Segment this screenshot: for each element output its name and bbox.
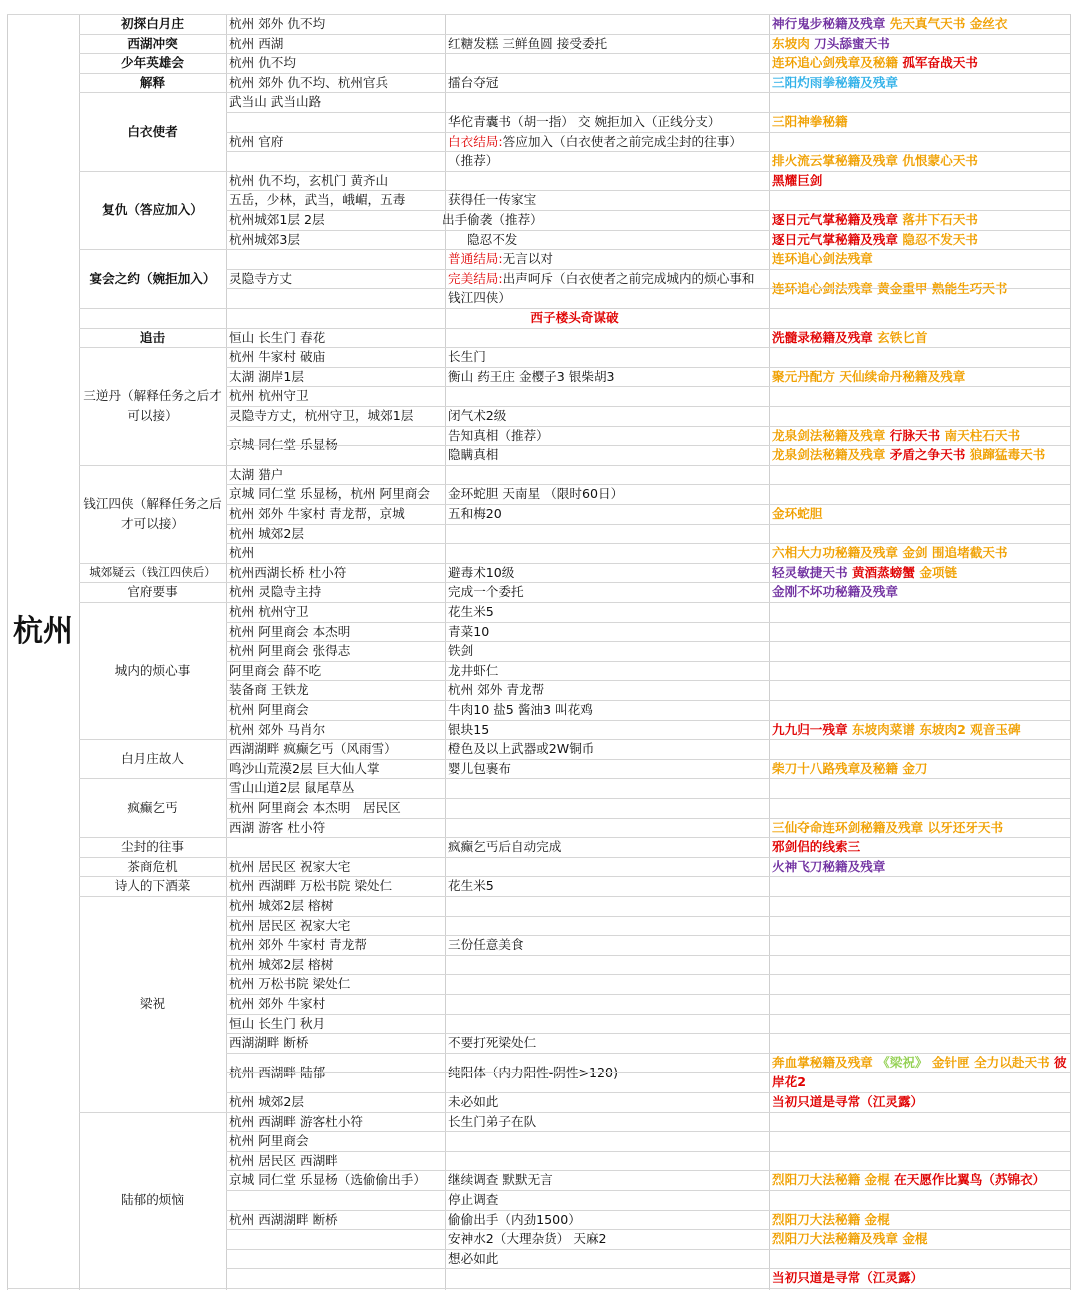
grid-line: [226, 367, 1070, 368]
grid-line: [226, 1190, 1070, 1191]
location-cell: 恒山 长生门 秋月: [229, 1015, 326, 1031]
grid-line: [226, 269, 1070, 270]
condition-cell: 铁剑: [448, 643, 474, 659]
ending-label: 普通结局:: [448, 251, 503, 267]
location-cell: 鸣沙山荒漠2层 巨大仙人掌: [229, 760, 380, 776]
grid-line: [79, 14, 80, 1290]
quest-table: [7, 14, 1071, 1290]
location-cell: 杭州 万松书院 梁处仁: [229, 976, 351, 992]
location-cell: 杭州 郊外 牛家村: [229, 996, 326, 1011]
reward-cell: [772, 249, 1067, 269]
reward-item: 金刚不坏功秘籍及残章: [772, 584, 898, 600]
reward-item: 奔血掌秘籍及残章: [772, 1054, 878, 1070]
reward-cell: [772, 1268, 1067, 1288]
task-name: 官府要事: [127, 584, 178, 600]
reward-cell: [772, 818, 1067, 838]
grid-line: [226, 210, 1070, 211]
condition-cell: 隐瞒真相: [448, 447, 499, 463]
reward-item: 仇恨蒙心天书: [902, 153, 978, 169]
reward-item: 金环蛇胆: [772, 506, 823, 521]
section-banner: 西子楼头奇谋破: [530, 310, 619, 325]
reward-item: 东坡肉菜谱: [851, 721, 920, 737]
grid-line: [226, 386, 1070, 387]
grid-line: [226, 1151, 1070, 1152]
location-cell: 杭州 西湖湖畔 断桥: [229, 1211, 338, 1227]
condition-cell: 停止调查: [448, 1192, 499, 1207]
reward-cell: [772, 210, 1067, 230]
task-name: 白衣使者: [127, 123, 178, 139]
task-name: 茶商危机: [127, 858, 178, 874]
reward-item: 烈阳刀大法秘籍及残章: [772, 1231, 903, 1247]
grid-line: [226, 1092, 1070, 1093]
reward-item: 龙泉剑法秘籍及残章: [772, 447, 890, 463]
reward-item: 邪剑侣的线索三: [772, 839, 861, 855]
location-cell: 杭州城郊3层: [229, 231, 300, 247]
ending-text: 答应加入（白衣使者之前完成尘封的往事） （推荐）: [448, 133, 742, 169]
reward-item: 玄铁匕首: [877, 329, 928, 345]
reward-item: 金项链: [919, 564, 958, 580]
reward-item: 烈阳刀大法秘籍: [772, 1172, 865, 1188]
reward-item: 金丝衣: [969, 16, 1008, 31]
reward-cell: [772, 837, 1067, 857]
grid-line: [226, 1072, 1070, 1073]
location-cell: 杭州 仇不均，玄机门 黄齐山: [229, 172, 389, 188]
ending-text: 出声呵斥（白衣使者之前完成城内的烦心事和钱江四侠）: [448, 270, 755, 306]
condition-cell: 完成一个委托: [448, 584, 524, 600]
reward-item: 先天真气天书: [889, 16, 970, 31]
location-cell: 杭州 灵隐寺主持: [229, 584, 322, 600]
reward-item: 以牙还牙天书: [927, 819, 1004, 835]
reward-item: 全力以赴天书: [974, 1054, 1055, 1070]
condition-cell: 隐忍不发: [467, 231, 518, 247]
grid-line: [226, 53, 1070, 54]
condition-cell: 未必如此: [448, 1094, 499, 1109]
reward-cell: [772, 112, 1067, 132]
location-cell: 杭州西湖长桥 杜小符: [229, 564, 347, 580]
location-cell: 五岳，少林，武当，峨嵋，五毒: [229, 192, 406, 208]
condition-cell: 获得任一传家宝: [448, 192, 537, 208]
reward-cell: [772, 1170, 1067, 1190]
grid-line: [226, 661, 1070, 662]
location-cell: 西湖湖畔 断桥: [229, 1035, 309, 1051]
condition-cell: [448, 249, 766, 269]
location-cell: 杭州 杭州守卫: [229, 388, 309, 404]
grid-line: [226, 484, 1070, 485]
reward-item: 金剑: [902, 545, 932, 561]
reward-item: 观音玉碑: [970, 721, 1021, 737]
location-cell: 阿里商会 薛不吃: [229, 662, 322, 678]
location-cell: 京城 同仁堂 乐显杨（选偷偷出手）: [229, 1172, 426, 1188]
task-name: 追击: [139, 329, 166, 345]
reward-item: 逐日元气掌秘籍及残章: [772, 231, 903, 247]
reward-item: 天仙续命丹秘籍及残章: [839, 368, 966, 384]
task-name: 三逆丹（解释任务之后才可以接）: [83, 388, 222, 423]
condition-cell: 橙色及以上武器或2W铜币: [448, 741, 595, 757]
location-cell: 杭州 居民区 祝家大宅: [229, 858, 351, 874]
reward-cell: [772, 14, 1067, 34]
condition-cell: 华佗青囊书（胡一指） 交 婉拒加入（正线分支）: [448, 114, 721, 129]
grid-line: [226, 602, 1070, 603]
grid-line: [226, 759, 1070, 760]
task-name: 陆郁的烦恼: [121, 1191, 184, 1207]
reward-cell: [772, 230, 1067, 250]
grid-line: [226, 680, 1070, 681]
location-cell: 杭州 居民区 西湖畔: [229, 1152, 338, 1168]
location-cell: 杭州 居民区 祝家大宅: [229, 917, 351, 933]
reward-cell: [772, 53, 1067, 73]
reward-item: 孤军奋战天书: [902, 55, 978, 71]
condition-cell: 长生门: [448, 349, 486, 365]
grid-line: [226, 249, 1070, 250]
location-cell: 杭州 牛家村 破庙: [229, 349, 326, 365]
task-name: 城内的烦心事: [114, 662, 191, 678]
location-cell: 杭州 仇不均: [229, 55, 296, 71]
grid-line: [226, 132, 1070, 133]
task-name: 解释: [139, 74, 166, 90]
condition-cell: 长生门弟子在队: [448, 1113, 537, 1129]
task-name: 城郊疑云（钱江四侠后）: [89, 564, 216, 579]
condition-cell: 闭气术2级: [448, 408, 507, 423]
reward-item: 排火流云掌秘籍及残章: [772, 153, 903, 169]
reward-cell: [772, 857, 1067, 877]
location-cell: 杭州 西湖畔 游客杜小符: [229, 1113, 363, 1129]
condition-cell: 继续调查 默默无言: [448, 1172, 553, 1188]
condition-cell: 擂台夺冠: [448, 74, 499, 90]
condition-cell: 金环蛇胆 天南星 （限时60日）: [448, 486, 624, 502]
condition-cell: 婴儿包裹布: [448, 760, 511, 776]
location-cell: 京城 同仁堂 乐显杨，杭州 阿里商会: [229, 486, 430, 502]
reward-item: 矛盾之争天书: [889, 447, 970, 463]
task-name: 钱江四侠（解释任务之后才可以接）: [83, 496, 222, 531]
grid-line: [226, 288, 1070, 289]
grid-line: [226, 426, 1070, 427]
reward-cell: [772, 543, 1067, 563]
condition-cell: 纯阳体（内力阳性-阴性>120): [448, 1064, 618, 1080]
grid-line: [226, 112, 1070, 113]
condition-cell: 花生米5: [448, 604, 494, 619]
reward-item: 在天愿作比翼鸟（苏锦衣）: [894, 1172, 1046, 1188]
grid-line: [226, 14, 227, 1290]
grid-line: [7, 1288, 1070, 1289]
grid-line: [226, 974, 1070, 975]
location-cell: 雪山山道2层 鼠尾草丛: [229, 780, 355, 796]
condition-cell: 牛肉10 盐5 酱油3 叫花鸡: [448, 702, 593, 717]
grid-line: [226, 92, 1070, 93]
location-cell: 杭州 阿里商会: [229, 702, 309, 717]
grid-line: [226, 720, 1070, 721]
reward-item: 连环追心剑残章及秘籍: [772, 55, 903, 71]
reward-cell: [772, 504, 1067, 524]
location-cell: 杭州 西湖畔 万松书院 梁处仁: [229, 878, 393, 894]
grid-line: [226, 739, 1070, 740]
reward-cell: [772, 328, 1067, 348]
reward-item: 东坡肉: [772, 35, 815, 51]
grid-line: [226, 1229, 1070, 1230]
reward-item: 聚元丹配方: [772, 368, 840, 384]
reward-item: 当初只道是寻常（江灵露）: [772, 1094, 924, 1109]
region-label: 杭州: [13, 614, 73, 649]
grid-line: [226, 347, 1070, 348]
location-cell: 武当山 武当山路: [229, 94, 322, 110]
grid-line: [226, 876, 1070, 877]
task-name: 初探白月庄: [121, 16, 184, 31]
reward-item: 刀头舔蜜天书: [814, 35, 890, 51]
reward-item: 柴刀十八路残章及秘籍: [772, 760, 903, 776]
condition-cell: 五和梅20: [448, 506, 502, 521]
reward-item: 龙泉剑法秘籍及残章: [772, 427, 890, 443]
grid-line: [226, 1053, 1070, 1054]
grid-line: [769, 14, 770, 1290]
condition-cell: 杭州 郊外 青龙帮: [448, 682, 545, 698]
grid-line: [226, 563, 1070, 564]
reward-item: 金棍: [864, 1172, 895, 1188]
location-cell: 灵隐寺方丈，杭州守卫，城郊1层: [229, 408, 414, 423]
grid-line: [226, 896, 1070, 897]
reward-item: 金棍: [902, 1231, 928, 1247]
reward-item: 隐忍不发天书: [902, 231, 978, 247]
grid-line: [226, 798, 1070, 799]
ending-text: 无言以对: [502, 251, 553, 267]
condition-cell: 青菜10: [448, 623, 490, 639]
location-cell: 杭州 西湖: [229, 35, 284, 51]
location-cell: 恒山 长生门 春花: [229, 329, 326, 345]
reward-item: 三阳神拳秘籍: [772, 114, 848, 129]
condition-cell: 不要打死梁处仁: [448, 1035, 537, 1051]
task-name: 西湖冲突: [127, 35, 178, 51]
reward-cell: [772, 171, 1067, 191]
task-name: 复仇（答应加入）: [102, 202, 203, 218]
reward-cell: [772, 759, 1067, 779]
task-name: 宴会之约（婉拒加入）: [89, 270, 216, 286]
task-name: 疯癫乞丐: [127, 799, 178, 815]
reward-cell: [772, 1092, 1067, 1112]
grid-line: [226, 445, 1070, 446]
reward-item: 轻灵敏捷天书: [772, 564, 852, 580]
condition-cell: 银块15: [448, 721, 490, 737]
grid-line: [226, 700, 1070, 701]
location-cell: 杭州 城郊2层: [229, 525, 304, 541]
grid-line: [226, 582, 1070, 583]
reward-item: 黄金重甲: [877, 280, 932, 296]
condition-cell: 红糖发糕 三鲜鱼圆 接受委托: [448, 35, 608, 51]
reward-item: 连环追心剑法残章: [772, 251, 873, 267]
grid-line: [226, 837, 1070, 838]
location-cell: 杭州 阿里商会 本杰明: [229, 623, 351, 639]
reward-item: 九九归一残章: [772, 721, 852, 737]
reward-item: 行脉天书: [889, 427, 945, 443]
condition-cell: 衡山 药王庄 金樱子3 银柴胡3: [448, 368, 615, 384]
reward-item: 火神飞刀秘籍及残章: [772, 858, 886, 874]
reward-cell: [772, 367, 1067, 387]
grid-line: [226, 1170, 1070, 1171]
reward-item: 金针匣: [931, 1054, 975, 1070]
reward-item: 熟能生巧天书: [931, 280, 1008, 296]
reward-item: 当初只道是寻常（江灵露）: [772, 1270, 924, 1286]
task-name: 少年英雄会: [121, 55, 184, 71]
reward-cell: [772, 445, 1067, 465]
grid-line: [226, 151, 1070, 152]
grid-line: [1070, 14, 1071, 1290]
grid-line: [226, 1249, 1070, 1250]
condition-cell: 龙井虾仁: [448, 662, 499, 678]
location-cell: 太湖 猎户: [229, 466, 284, 482]
grid-line: [226, 955, 1070, 956]
location-cell: 杭州 城郊2层: [229, 1094, 304, 1109]
ending-label: 完美结局:: [448, 270, 503, 286]
reward-item: 黑耀巨剑: [772, 172, 823, 188]
reward-item: 烈阳刀大法秘籍: [772, 1211, 865, 1227]
reward-item: 彼岸花2: [772, 1054, 1067, 1090]
task-name: 白月庄故人: [121, 750, 184, 766]
location-cell: 京城 同仁堂 乐显杨: [229, 437, 338, 453]
location-cell: 杭州 城郊2层 榕树: [229, 956, 334, 972]
grid-line: [226, 935, 1070, 936]
task-name: 诗人的下酒菜: [114, 878, 191, 894]
location-cell: 杭州 郊外 马肖尔: [229, 721, 326, 737]
task-name: 梁祝: [139, 996, 166, 1011]
condition-cell: 避毒术10级: [448, 564, 515, 580]
location-cell: 杭州 官府: [229, 133, 284, 149]
grid-line: [226, 622, 1070, 623]
grid-line: [7, 14, 1070, 15]
condition-cell: 告知真相（推荐）: [448, 427, 549, 443]
reward-item: 洗髓录秘籍及残章: [772, 329, 878, 345]
reward-cell: [772, 563, 1067, 583]
location-cell: 杭州: [229, 545, 255, 561]
ending-label: 白衣结局:: [448, 133, 503, 149]
grid-line: [226, 1131, 1070, 1132]
location-cell: 杭州 西湖畔 陆郁: [229, 1064, 326, 1080]
location-cell: 杭州 郊外 牛家村 青龙帮: [229, 937, 367, 953]
grid-line: [226, 641, 1070, 642]
condition-cell: 疯癫乞丐后自动完成: [448, 839, 562, 855]
condition-cell: 偷偷出手（内劲1500）: [448, 1211, 581, 1227]
condition-cell: 三份任意美食: [448, 937, 524, 953]
reward-item: 落井下石天书: [902, 212, 978, 227]
grid-line: [226, 504, 1070, 505]
grid-line: [226, 1210, 1070, 1211]
grid-line: [226, 34, 1070, 35]
grid-line: [226, 857, 1070, 858]
reward-cell: [772, 1210, 1067, 1230]
reward-cell: [772, 582, 1067, 602]
grid-line: [226, 818, 1070, 819]
reward-cell: [772, 34, 1067, 54]
condition-cell: 想必如此: [448, 1250, 499, 1266]
location-cell: 杭州城郊1层 2层: [229, 212, 325, 227]
grid-line: [226, 1014, 1070, 1015]
location-cell: 杭州 杭州守卫: [229, 604, 309, 619]
location-cell: 太湖 湖岸1层: [229, 368, 304, 384]
grid-line: [226, 328, 1070, 329]
location-cell: 杭州 城郊2层 榕树: [229, 898, 334, 913]
reward-item: 逐日元气掌秘籍及残章: [772, 212, 903, 227]
location-cell: 西湖湖畔 疯癫乞丐（风雨雪）: [229, 741, 397, 757]
grid-line: [226, 778, 1070, 779]
grid-line: [226, 73, 1070, 74]
grid-line: [226, 543, 1070, 544]
grid-line: [226, 916, 1070, 917]
reward-cell: [772, 426, 1067, 446]
grid-line: [226, 524, 1070, 525]
reward-item: 狼蹿猛毒天书: [969, 447, 1046, 463]
grid-line: [226, 406, 1070, 407]
reward-cell: [772, 151, 1067, 171]
reward-item: 连环追心剑法残章: [772, 280, 878, 296]
reward-item: 六相大力功秘籍及残章: [772, 545, 903, 561]
grid-line: [226, 1112, 1070, 1113]
location-cell: 杭州 阿里商会 张得志: [229, 643, 351, 659]
reward-item: 神行鬼步秘籍及残章: [772, 16, 890, 31]
grid-line: [226, 230, 1070, 231]
grid-line: [226, 171, 1070, 172]
location-cell: 杭州 阿里商会: [229, 1133, 309, 1149]
location-cell: 杭州 郊外 仇不均、杭州官兵: [229, 74, 389, 90]
condition-cell: 花生米5: [448, 878, 494, 894]
location-cell: 灵隐寺方丈: [229, 270, 292, 286]
grid-line: [226, 190, 1070, 191]
grid-line: [226, 1033, 1070, 1034]
condition-cell: 出手偷袭（推荐）: [442, 212, 543, 227]
grid-line: [226, 994, 1070, 995]
reward-item: 东坡肉2: [919, 721, 971, 737]
grid-line: [226, 1268, 1070, 1269]
reward-item: 《梁祝》: [877, 1054, 932, 1070]
reward-item: 三仙夺命连环剑秘籍及残章: [772, 819, 928, 835]
location-cell: 装备商 王铁龙: [229, 682, 309, 698]
reward-cell: [772, 720, 1067, 740]
location-cell: 杭州 郊外 牛家村 青龙帮，京城: [229, 506, 405, 521]
condition-cell: 安神水2（大理杂货） 天麻2: [448, 1231, 607, 1247]
grid-line: [445, 14, 446, 1290]
reward-cell: [772, 73, 1067, 93]
grid-line: [226, 465, 1070, 466]
reward-item: 黄酒蒸螃蟹: [851, 564, 920, 580]
reward-item: 金刀: [902, 760, 928, 776]
reward-item: 南天柱石天书: [944, 427, 1021, 443]
reward-item: 三阳灼雨拳秘籍及残章: [772, 74, 898, 90]
reward-item: 金棍: [864, 1211, 890, 1227]
task-name: 尘封的往事: [121, 839, 184, 855]
location-cell: 西湖 游客 杜小符: [229, 819, 326, 835]
location-cell: 杭州 阿里商会 本杰明 居民区: [229, 800, 401, 815]
reward-item: 围追堵截天书: [931, 545, 1008, 561]
location-cell: 杭州 郊外 仇不均: [229, 16, 326, 31]
reward-cell: [772, 1229, 1067, 1249]
